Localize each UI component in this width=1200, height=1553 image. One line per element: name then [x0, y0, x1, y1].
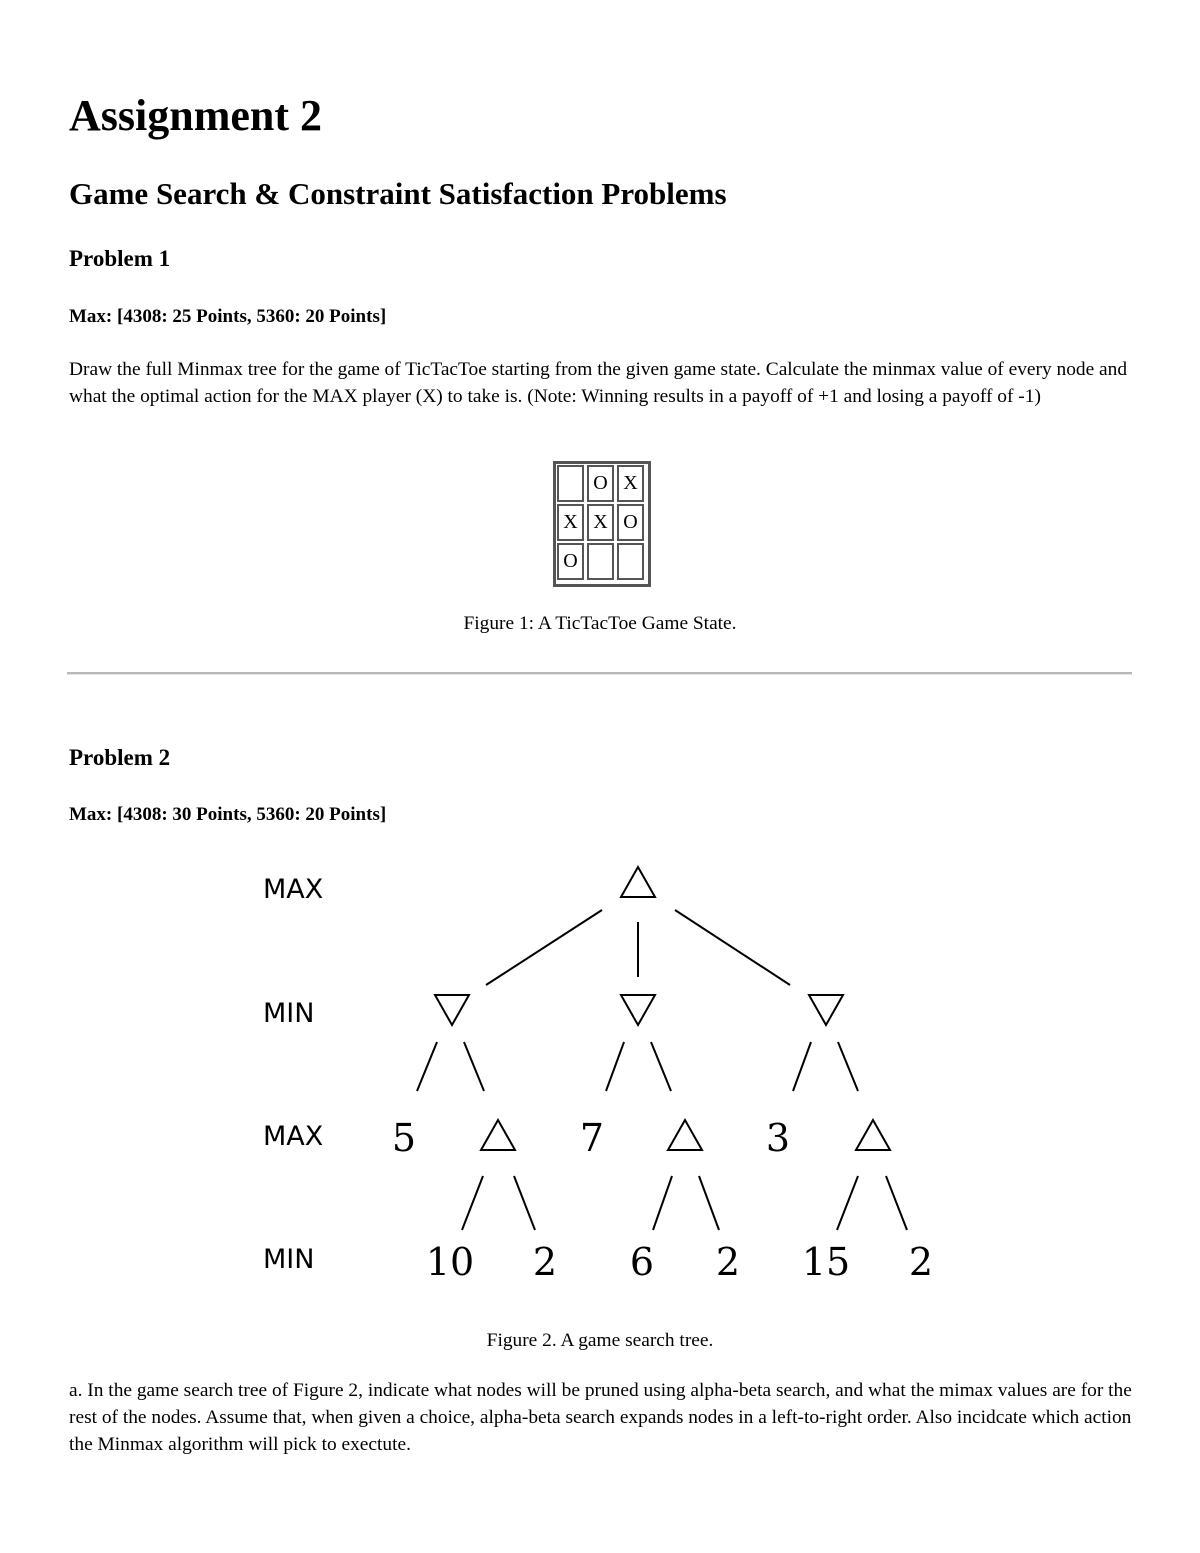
game-search-tree: [240, 855, 960, 1295]
tree-edge: [699, 1176, 719, 1230]
leaf-value: 2: [532, 1240, 558, 1284]
board-cell: O: [617, 504, 644, 541]
board-cell: [617, 543, 644, 580]
min-node-icon: [621, 995, 655, 1025]
problem-2-heading: Problem 2: [69, 745, 171, 770]
tree-edge: [886, 1176, 907, 1230]
tree-edge: [675, 910, 790, 985]
max-node-icon: [856, 1120, 890, 1150]
problem-1-text: Draw the full Minmax tree for the game of TicTacToe starting from the given game state. Calculate the minmax value of every node and what the optimal action for the MAX player (X) to take is. (Note: Winning results in a payoff of +1 and losing a payoff of -1): [69, 359, 1128, 407]
leaf-value: 2: [908, 1240, 934, 1284]
problem-2-points: Max: [4308: 30 Points, 5360: 20 Points]: [69, 804, 387, 825]
terminal-value: 7: [579, 1116, 605, 1160]
page-subtitle: Game Search & Constraint Satisfaction Problems: [69, 176, 727, 211]
tree-edge: [837, 1176, 858, 1230]
tree-edge: [417, 1042, 437, 1091]
terminal-value: 3: [765, 1116, 791, 1160]
level-label: MIN: [263, 1244, 315, 1275]
tree-edge: [514, 1176, 535, 1230]
problem-2a-text: a. In the game search tree of Figure 2, indicate what nodes will be pruned using alpha-beta search, and what the mimax values are for the rest of the nodes. Assume that, when given a choice, alpha-beta search expands nodes in a left-to-right order. Also incidcate which action the Minmax algorithm will pick to exectute.: [69, 1380, 1132, 1455]
section-divider: [67, 672, 1132, 675]
problem-1-points: Max: [4308: 25 Points, 5360: 20 Points]: [69, 306, 387, 327]
board-cell: X: [587, 504, 614, 541]
tictactoe-board: [553, 461, 651, 587]
level-label: MAX: [263, 1121, 324, 1152]
leaf-value: 15: [801, 1240, 851, 1284]
max-node-icon: [668, 1120, 702, 1150]
max-node-icon: [481, 1120, 515, 1150]
figure-1-caption: Figure 1: A TicTacToe Game State.: [463, 613, 737, 634]
board-cell: X: [557, 504, 584, 541]
leaf-value: 10: [425, 1240, 475, 1284]
tree-edge: [793, 1042, 811, 1091]
max-node-icon: [621, 867, 655, 897]
level-label: MIN: [263, 998, 315, 1029]
tree-edge: [464, 1042, 484, 1091]
min-node-icon: [435, 995, 469, 1025]
board-cell: [587, 543, 614, 580]
min-node-icon: [809, 995, 843, 1025]
tree-edge: [462, 1176, 483, 1230]
problem-1-heading: Problem 1: [69, 246, 171, 271]
tree-edge: [606, 1042, 624, 1091]
figure-2-caption: Figure 2. A game search tree.: [486, 1330, 714, 1351]
tree-edge: [651, 1042, 671, 1091]
board-cell: O: [587, 465, 614, 502]
level-label: MAX: [263, 874, 324, 905]
terminal-value: 5: [391, 1116, 417, 1160]
leaf-value: 6: [629, 1240, 655, 1284]
board-cell: X: [617, 465, 644, 502]
tree-edge: [838, 1042, 858, 1091]
tree-edge: [653, 1176, 672, 1230]
page-title: Assignment 2: [69, 91, 323, 140]
leaf-value: 2: [715, 1240, 741, 1284]
tree-edge: [486, 910, 602, 985]
board-cell: O: [557, 543, 584, 580]
board-cell: [557, 465, 584, 502]
